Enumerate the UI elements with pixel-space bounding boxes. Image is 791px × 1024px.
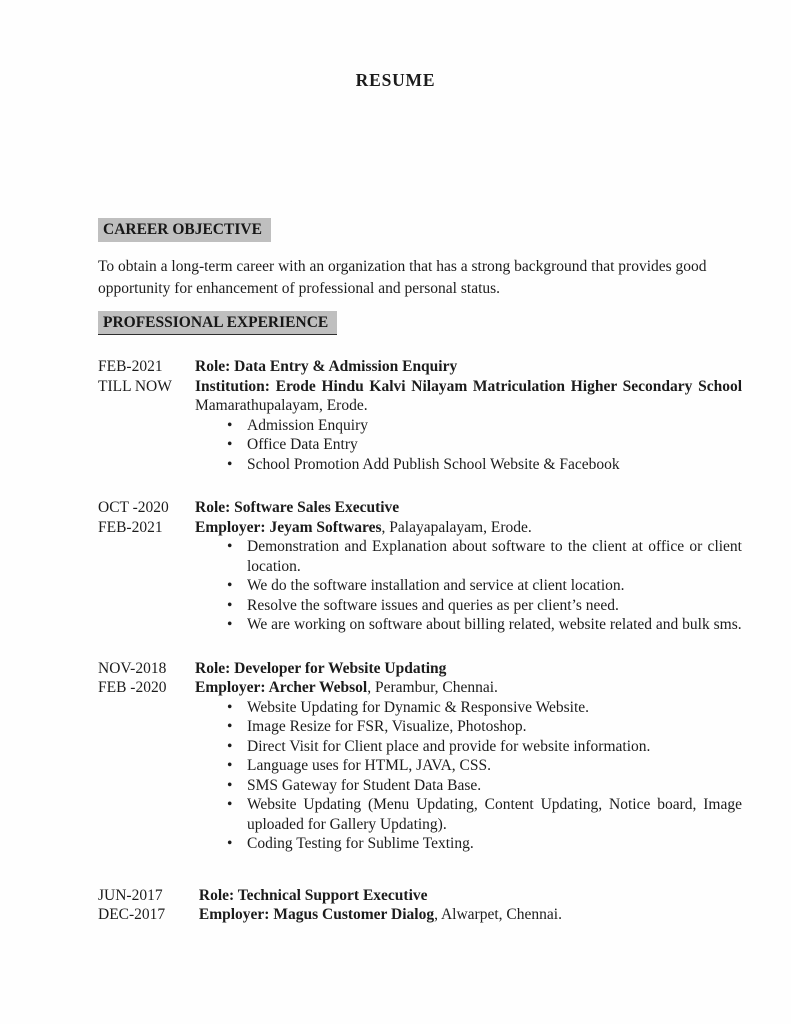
entry-date-column bbox=[98, 886, 195, 925]
bullet-item: • Website Updating (Menu Updating, Content Updating, Notice board, Image uploaded for Gallery Updating). bbox=[247, 795, 742, 834]
career-objective-section bbox=[98, 218, 742, 242]
bullet-item: • Office Data Entry bbox=[247, 435, 742, 455]
bullet-item: • Language uses for HTML, JAVA, CSS. bbox=[247, 756, 742, 776]
entry-role: Role: Data Entry & Admission Enquiry bbox=[195, 358, 458, 375]
entry-end-date: DEC-2017 bbox=[98, 906, 166, 923]
entry-start-date: FEB-2021 bbox=[98, 358, 163, 375]
entry-date-column bbox=[98, 659, 195, 854]
career-objective-text: To obtain a long-term career with an organization that has a strong background that provides good opportunity for enhancement of professional and personal status. bbox=[98, 258, 707, 297]
entry-employer-location: , Alwarpet, Chennai. bbox=[434, 906, 562, 923]
entry-content bbox=[195, 357, 742, 474]
entry-content bbox=[195, 659, 742, 854]
experience-entry bbox=[98, 659, 742, 854]
experience-entry bbox=[98, 886, 742, 925]
entry-employer-line bbox=[195, 377, 742, 416]
entry-employer-name: Employer: Archer Websol bbox=[195, 679, 368, 696]
entry-date-column bbox=[98, 498, 195, 635]
entry-end-date: FEB -2020 bbox=[98, 679, 167, 696]
professional-experience-heading: PROFESSIONAL EXPERIENCE bbox=[98, 311, 337, 335]
bullet-item: • SMS Gateway for Student Data Base. bbox=[247, 776, 742, 796]
bullet-item: • Resolve the software issues and queries as per client’s need. bbox=[247, 596, 742, 616]
entry-employer-location: Mamarathupalayam, Erode. bbox=[195, 397, 368, 414]
bullet-item: • School Promotion Add Publish School Website & Facebook bbox=[247, 455, 742, 475]
experience-entry bbox=[98, 498, 742, 635]
document-title: RESUME bbox=[355, 70, 436, 90]
bullet-item: • We do the software installation and service at client location. bbox=[247, 576, 742, 596]
entry-bullet-list bbox=[195, 698, 742, 854]
bullet-item: • Demonstration and Explanation about software to the client at office or client location. bbox=[247, 537, 742, 576]
entry-content bbox=[195, 498, 742, 635]
experience-entry bbox=[98, 357, 742, 474]
bullet-item: • Coding Testing for Sublime Texting. bbox=[247, 834, 742, 854]
bullet-item: • Image Resize for FSR, Visualize, Photoshop. bbox=[247, 717, 742, 737]
entry-role: Role: Technical Support Executive bbox=[195, 886, 428, 904]
entry-bullet-list bbox=[195, 416, 742, 475]
entry-content bbox=[195, 886, 742, 925]
entry-start-date: NOV-2018 bbox=[98, 659, 167, 677]
document-body bbox=[0, 218, 791, 925]
entry-employer-location: , Perambur, Chennai. bbox=[367, 679, 498, 696]
entry-role: Role: Software Sales Executive bbox=[195, 499, 400, 516]
entry-start-date: JUN-2017 bbox=[98, 886, 163, 904]
experience-entries bbox=[98, 357, 742, 925]
entry-end-date: FEB-2021 bbox=[98, 518, 163, 536]
bullet-item: • Admission Enquiry bbox=[247, 416, 742, 436]
entry-date-column bbox=[98, 357, 195, 474]
entry-role: Role: Developer for Website Updating bbox=[195, 659, 447, 677]
career-objective-heading: CAREER OBJECTIVE bbox=[98, 218, 271, 242]
entry-employer-name: Employer: Magus Customer Dialog bbox=[195, 906, 435, 923]
entry-employer-name: Institution: Erode Hindu Kalvi Nilayam Matriculation Higher Secondary School bbox=[195, 377, 742, 395]
bullet-item: • We are working on software about billing related, website related and bulk sms. bbox=[247, 615, 742, 635]
bullet-item: • Direct Visit for Client place and provide for website information. bbox=[247, 737, 742, 757]
entry-bullet-list bbox=[195, 537, 742, 635]
entry-employer-line bbox=[195, 518, 742, 538]
entry-employer-name: Employer: Jeyam Softwares bbox=[195, 518, 382, 536]
entry-employer-line bbox=[195, 905, 742, 925]
entry-end-date: TILL NOW bbox=[98, 377, 172, 395]
professional-experience-section bbox=[98, 311, 742, 335]
entry-employer-line bbox=[195, 678, 742, 698]
bullet-item: • Website Updating for Dynamic & Responsive Website. bbox=[247, 698, 742, 718]
entry-start-date: OCT -2020 bbox=[98, 499, 169, 516]
entry-employer-location: , Palayapalayam, Erode. bbox=[381, 518, 532, 536]
